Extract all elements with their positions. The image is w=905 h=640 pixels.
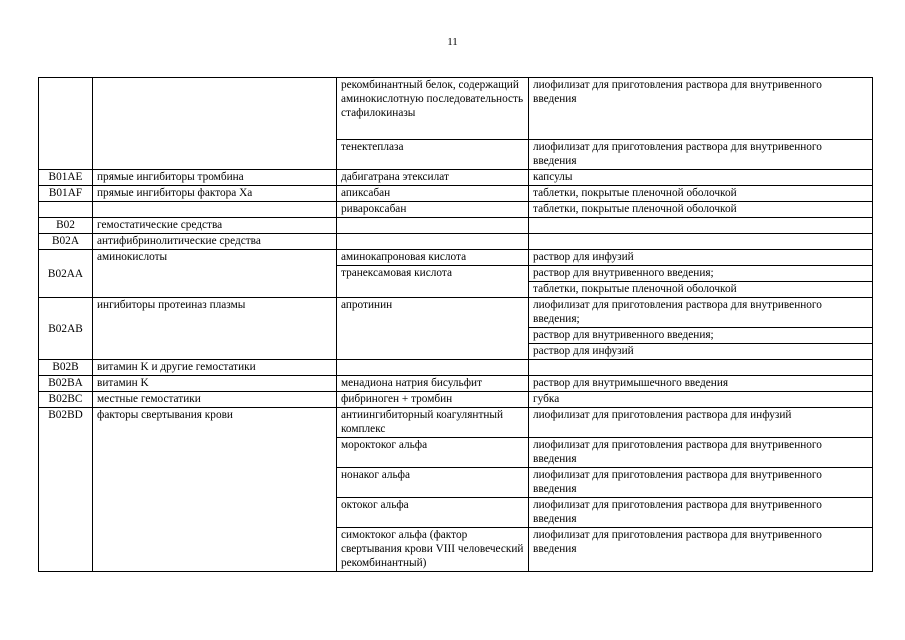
drug-name-cell: фибриноген + тромбин (337, 392, 529, 408)
drug-name-cell: дабигатрана этексилат (337, 170, 529, 186)
table-row (39, 202, 873, 218)
group-cell: антифибринолитические средства (93, 234, 337, 250)
drug-name-cell: менадиона натрия бисульфит (337, 376, 529, 392)
group-cell: местные гемостатики (93, 392, 337, 408)
dosage-form-cell: лиофилизат для приготовления раствора для внутривенного введения (529, 438, 873, 468)
drug-name-cell: октоког альфа (337, 498, 529, 528)
dosage-form-cell: лиофилизат для приготовления раствора для внутривенного введения (529, 78, 873, 140)
dosage-form-cell: лиофилизат для приготовления раствора для внутривенного введения (529, 468, 873, 498)
group-cell: аминокислоты (93, 250, 337, 298)
dosage-form-cell: лиофилизат для приготовления раствора для внутривенного введения (529, 528, 873, 572)
drug-name-cell (337, 218, 529, 234)
group-cell: прямые ингибиторы тромбина (93, 170, 337, 186)
dosage-form-cell: раствор для внутривенного введения; (529, 328, 873, 344)
drug-name-cell: симоктоког альфа (фактор свертывания крови VIII человеческий рекомбинантный) (337, 528, 529, 572)
table-row (39, 234, 873, 250)
drug-table (38, 77, 873, 572)
dosage-form-cell: лиофилизат для приготовления раствора для внутривенного введения (529, 140, 873, 170)
atc-code-cell: B02BC (39, 392, 93, 408)
group-cell (93, 202, 337, 218)
drug-name-cell: ривароксабан (337, 202, 529, 218)
atc-code-cell: B01AE (39, 170, 93, 186)
group-cell: гемостатические средства (93, 218, 337, 234)
group-cell: факторы свертывания крови (93, 408, 337, 572)
drug-name-cell (337, 360, 529, 376)
atc-code-cell (39, 202, 93, 218)
dosage-form-cell: раствор для инфузий (529, 344, 873, 360)
drug-name-cell: мороктоког альфа (337, 438, 529, 468)
dosage-form-cell: раствор для внутривенного введения; (529, 266, 873, 282)
atc-code-cell: B02BD (39, 408, 93, 572)
atc-code-cell: B02 (39, 218, 93, 234)
atc-code-cell: B02AB (39, 298, 93, 360)
table-row (39, 408, 873, 438)
dosage-form-cell (529, 360, 873, 376)
drug-name-cell (337, 234, 529, 250)
dosage-form-cell: раствор для внутримышечного введения (529, 376, 873, 392)
drug-name-cell: нонаког альфа (337, 468, 529, 498)
drug-name-cell: аминокапроновая кислота (337, 250, 529, 266)
drug-name-cell: рекомбинантный белок, содержащий аминокислотную последовательность стафилокиназы (337, 78, 529, 140)
dosage-form-cell: раствор для инфузий (529, 250, 873, 266)
table-row (39, 186, 873, 202)
group-cell: витамин K (93, 376, 337, 392)
dosage-form-cell: таблетки, покрытые пленочной оболочкой (529, 186, 873, 202)
table-row (39, 360, 873, 376)
dosage-form-cell: лиофилизат для приготовления раствора для инфузий (529, 408, 873, 438)
atc-code-cell: B02B (39, 360, 93, 376)
table-row (39, 392, 873, 408)
drug-name-cell: апиксабан (337, 186, 529, 202)
dosage-form-cell (529, 234, 873, 250)
atc-code-cell: B02BA (39, 376, 93, 392)
table-row (39, 218, 873, 234)
drug-name-cell: антиингибиторный коагулянтный комплекс (337, 408, 529, 438)
page-number: 11 (447, 36, 458, 48)
dosage-form-cell: таблетки, покрытые пленочной оболочкой (529, 282, 873, 298)
atc-code-cell (39, 78, 93, 170)
table-row (39, 376, 873, 392)
group-cell: прямые ингибиторы фактора Xa (93, 186, 337, 202)
table-row (39, 250, 873, 266)
dosage-form-cell: лиофилизат для приготовления раствора для внутривенного введения (529, 498, 873, 528)
table-row (39, 78, 873, 140)
atc-code-cell: B02A (39, 234, 93, 250)
table-row (39, 298, 873, 328)
dosage-form-cell: лиофилизат для приготовления раствора для внутривенного введения; (529, 298, 873, 328)
table-row (39, 170, 873, 186)
atc-code-cell: B02AA (39, 250, 93, 298)
dosage-form-cell: капсулы (529, 170, 873, 186)
drug-name-cell: транексамовая кислота (337, 266, 529, 298)
drug-name-cell: тенектеплаза (337, 140, 529, 170)
atc-code-cell: B01AF (39, 186, 93, 202)
group-cell: витамин K и другие гемостатики (93, 360, 337, 376)
group-cell: ингибиторы протеиназ плазмы (93, 298, 337, 360)
dosage-form-cell: губка (529, 392, 873, 408)
dosage-form-cell (529, 218, 873, 234)
dosage-form-cell: таблетки, покрытые пленочной оболочкой (529, 202, 873, 218)
drug-name-cell: апротинин (337, 298, 529, 360)
group-cell (93, 78, 337, 170)
